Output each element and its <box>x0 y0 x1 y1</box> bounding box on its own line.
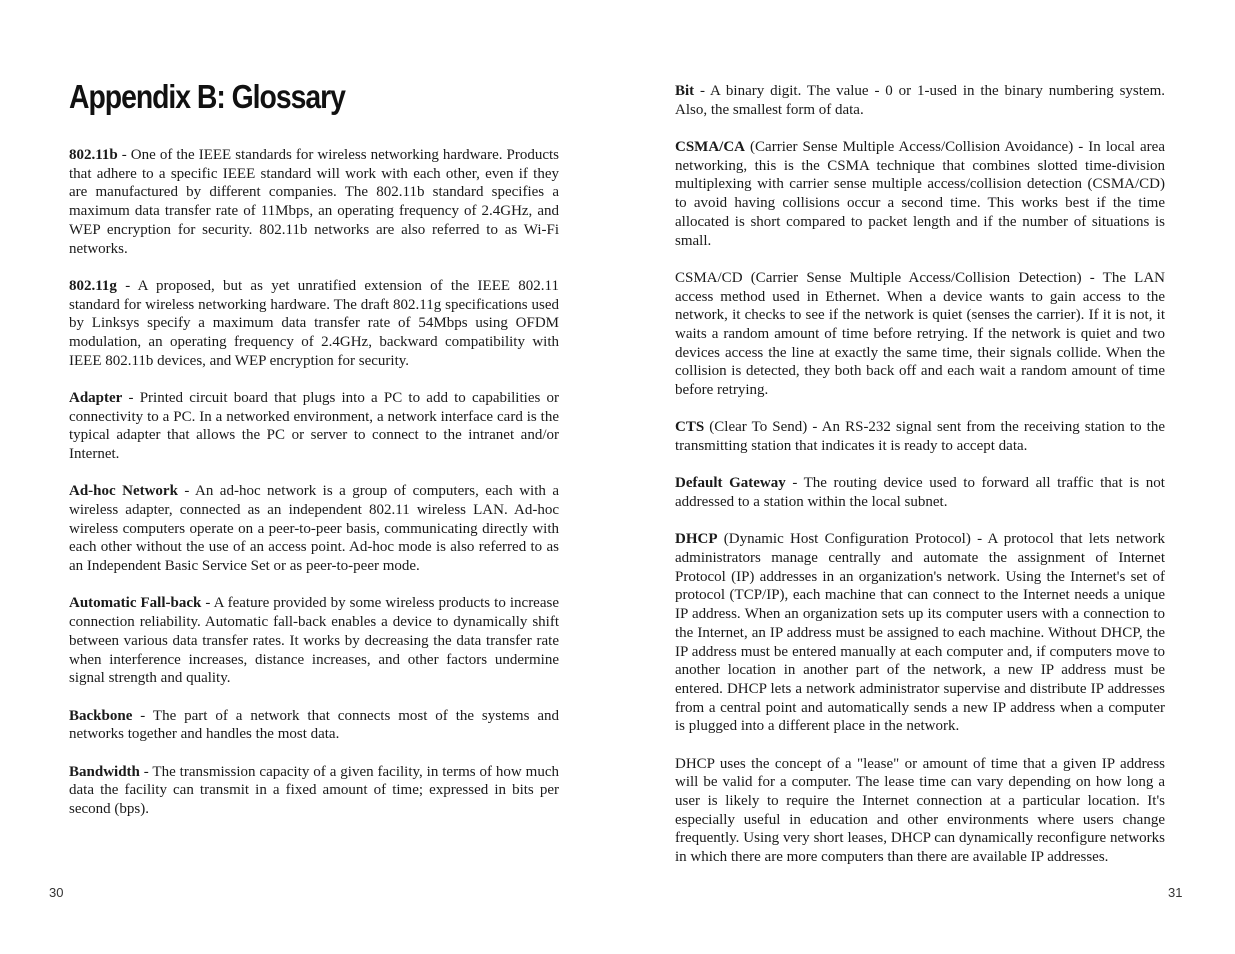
glossary-definition: - An ad-hoc network is a group of computers, each with a wireless adapter, connected as an independent 802.11 wireless LAN. Ad-hoc wireless computers operate on a peer-to-peer basis, communicating directly with each other without the use of an access point. Ad-hoc mode is also referred to as an Independent Basic Service Set or as peer-to-peer mode. <box>69 483 559 575</box>
glossary-term: 802.11g <box>69 277 117 294</box>
glossary-term: CTS <box>675 419 705 436</box>
glossary-column-right <box>675 82 1165 885</box>
glossary-definition: (Clear To Send) - An RS-232 signal sent from the receiving station to the transmitting station that indicates it is ready to accept data. <box>675 419 1165 455</box>
page-number-left: 30 <box>49 885 64 900</box>
glossary-definition: - The transmission capacity of a given facility, in terms of how much data the facility can transmit in a fixed amount of time; expressed in bits per second (bps). <box>69 763 559 817</box>
glossary-term: Bit <box>675 83 695 99</box>
glossary-entry <box>675 269 1165 400</box>
glossary-entry <box>675 530 1165 736</box>
glossary-entry <box>69 389 559 464</box>
glossary-entry <box>675 82 1165 119</box>
glossary-term: Ad-hoc Network <box>69 483 178 500</box>
page-number-right: 31 <box>1168 885 1183 900</box>
glossary-definition: - A proposed, but as yet unratified extension of the IEEE 802.11 standard for wireless networking hardware. The draft 802.11g specifications used by Linksys specify a maximum data transfer rate of 54Mbps using OFDM modulation, an operating frequency of 2.4GHz, backward compatibility with IEEE 802.11b devices, and WEP encryption for security. <box>69 277 559 369</box>
glossary-entry <box>69 594 559 688</box>
glossary-entry <box>69 146 559 258</box>
glossary-definition: DHCP uses the concept of a "lease" or amount of time that a given IP address will be valid for a computer. The lease time can vary depending on how long a user is likely to require the Internet connection at a particular location. It's especially useful in education and other environments where users change frequently. Using very short leases, DHCP can dynamically reconfigure networks in which there are more computers than there are available IP addresses. <box>675 755 1165 866</box>
glossary-term: Adapter <box>69 389 123 406</box>
glossary-entry <box>675 418 1165 455</box>
glossary-entry <box>675 474 1165 511</box>
glossary-term: Backbone <box>69 707 133 724</box>
glossary-definition: (Dynamic Host Configuration Protocol) - A protocol that lets network administrators manage centrally and automate the assignment of Internet Protocol (IP) addresses in an organization's network. Using the Internet's set of protocol (TCP/IP), each machine that can connect to the Internet needs a unique IP address. When an organization sets up its computer users with a connection to the Internet, an IP address must be assigned to each machine. Without DHCP, the IP address must be entered manually at each computer and, if computers move to another location in another part of the network, a new IP address must be entered. DHCP lets a network administrator supervise and distribute IP addresses from a central point and automatically sends a new IP address when a computer is plugged into a different place in the network. <box>675 531 1165 735</box>
glossary-definition: - The routing device used to forward all traffic that is not addressed to a station within the local subnet. <box>675 475 1165 511</box>
glossary-definition: - One of the IEEE standards for wireless networking hardware. Products that adhere to a specific IEEE standard will work with each other, even if they are manufactured by different companies. The 802.11b standard specifies a maximum data transfer rate of 11Mbps, an operating frequency of 2.4GHz, and WEP encryption for security. 802.11b networks are also referred to as Wi-Fi networks. <box>69 147 559 257</box>
glossary-entry <box>69 707 559 744</box>
glossary-definition: - A feature provided by some wireless products to increase connection reliability. Automatic fall-back enables a device to dynamically shift between various data transfer rates. It works by decreasing the data transfer rate when interference increases, distance increases, and other factors undermine signal strength and quality. <box>69 595 559 687</box>
glossary-definition: - The part of a network that connects most of the systems and networks together and handles the most data. <box>69 707 559 743</box>
glossary-entry <box>69 482 559 576</box>
page-title: Appendix B: Glossary <box>69 78 345 115</box>
glossary-term: Automatic Fall-back <box>69 595 202 612</box>
glossary-term: DHCP <box>675 531 718 548</box>
glossary-entry <box>675 138 1165 250</box>
glossary-term: 802.11b <box>69 147 118 163</box>
glossary-definition: - Printed circuit board that plugs into a PC to add to capabilities or connectivity to a PC. In a networked environment, a network interface card is the typical adapter that allows the PC or server to connect to the intranet and/or Internet. <box>69 389 559 463</box>
glossary-entry <box>69 763 559 819</box>
glossary-entry <box>675 755 1165 867</box>
glossary-definition: (Carrier Sense Multiple Access/Collision Avoidance) - In local area networking, this is the CSMA technique that combines slotted time-division multiplexing with carrier sense multiple access/collision detection (CSMA/CD) to avoid having collisions occur a second time. This works best if the time allocated is short compared to packet length and if the number of situations is small. <box>675 139 1165 249</box>
glossary-definition: - A binary digit. The value - 0 or 1-used in the binary numbering system. Also, the smallest form of data. <box>675 83 1165 118</box>
glossary-term: Default Gateway <box>675 475 786 492</box>
glossary-column-left <box>69 146 559 837</box>
glossary-definition: CSMA/CD (Carrier Sense Multiple Access/Collision Detection) - The LAN access method used in Ethernet. When a device wants to gain access to the network, it checks to see if the network is quiet (senses the carrier). If it is not, it waits a random amount of time before retrying. If the network is quiet and two devices access the line at exactly the same time, their signals collide. When the collision is detected, they both back off and each wait a random amount of time before retrying. <box>675 269 1165 399</box>
glossary-term: Bandwidth <box>69 763 140 780</box>
glossary-term: CSMA/CA <box>675 139 745 155</box>
glossary-entry <box>69 277 559 371</box>
